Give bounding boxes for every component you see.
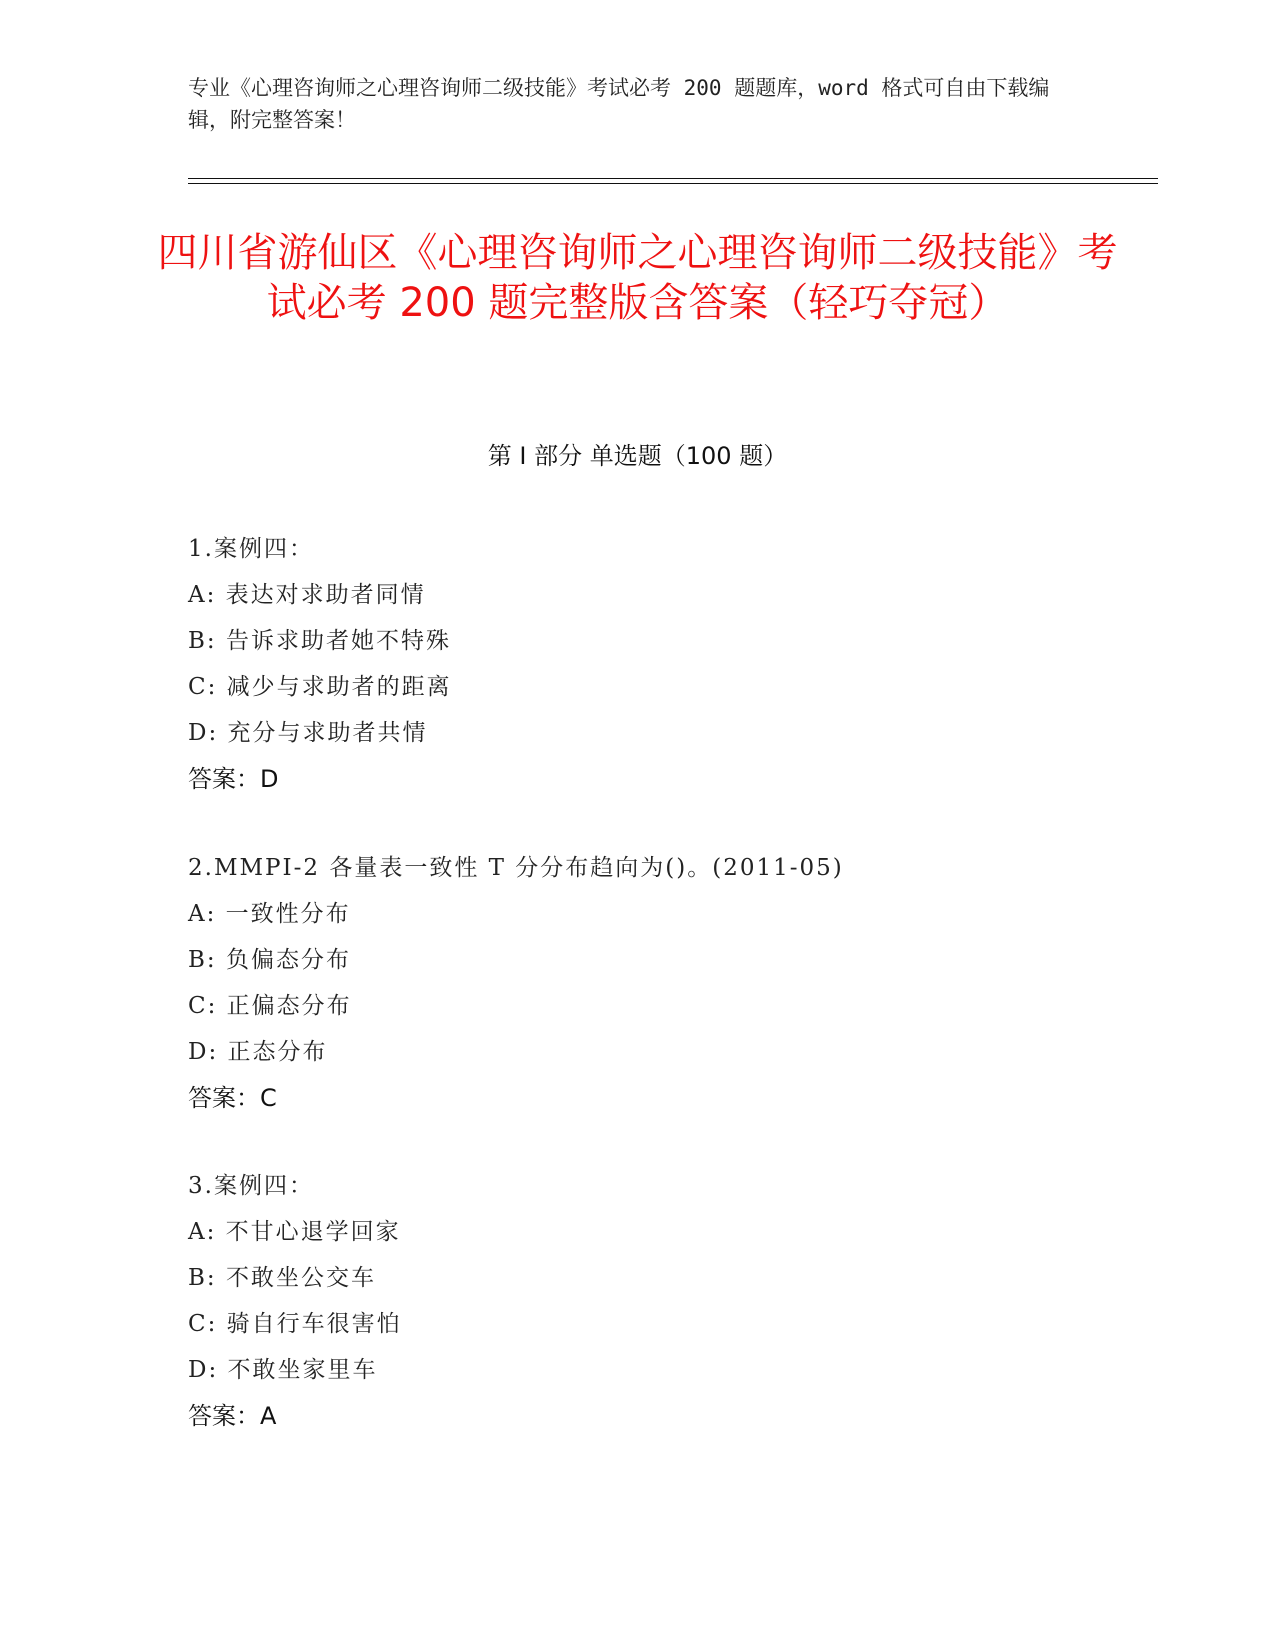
option-b: B: 告诉求助者她不特殊: [188, 628, 451, 654]
option-a: A: 不甘心退学回家: [188, 1219, 401, 1245]
header-divider-top: [188, 178, 1158, 179]
section-heading: 第 I 部分 单选题（100 题）: [487, 442, 788, 470]
option-a: A: 一致性分布: [188, 901, 351, 927]
header-divider-bottom: [188, 183, 1158, 184]
option-b: B: 负偏态分布: [188, 947, 351, 973]
document-title: 四川省游仙区《心理咨询师之心理咨询师二级技能》考试必考 200 题完整版含答案（轻巧夺冠）: [157, 230, 1118, 326]
option-a: A: 表达对求助者同情: [188, 582, 426, 608]
answer: 答案：C: [188, 1084, 277, 1112]
question-3: [188, 1163, 1088, 1439]
option-c: C: 减少与求助者的距离: [188, 674, 452, 700]
option-c: C: 正偏态分布: [188, 993, 352, 1019]
question-stem: 1.案例四：: [188, 536, 314, 562]
option-c: C: 骑自行车很害怕: [188, 1311, 402, 1337]
answer: 答案：D: [188, 765, 279, 793]
option-d: D: 充分与求助者共情: [188, 720, 428, 746]
question-stem: 2.MMPI-2 各量表一致性 T 分分布趋向为()。(2011-05): [188, 855, 844, 881]
option-d: D: 不敢坐家里车: [188, 1357, 378, 1383]
question-stem: 3.案例四：: [188, 1173, 314, 1199]
question-2: [188, 845, 1088, 1121]
header-note: 专业《心理咨询师之心理咨询师二级技能》考试必考 200 题题库，word 格式可自由下载编辑，附完整答案！: [188, 76, 1050, 132]
option-d: D: 正态分布: [188, 1039, 328, 1065]
option-b: B: 不敢坐公交车: [188, 1265, 376, 1291]
question-1: [188, 526, 1088, 802]
answer: 答案：A: [188, 1402, 277, 1430]
